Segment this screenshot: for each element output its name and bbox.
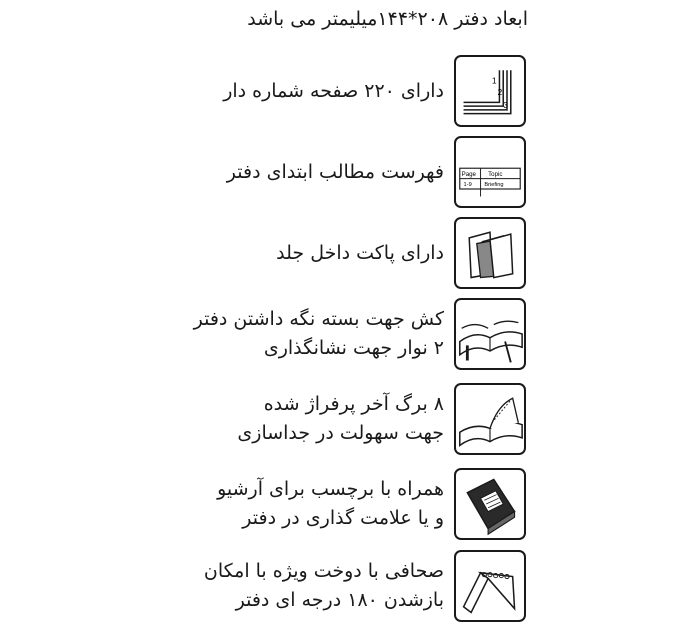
- page-title: ابعاد دفتر ۲۰۸*۱۴۴میلیمتر می باشد: [247, 8, 528, 30]
- feature-line: همراه با برچسب برای آرشیو: [217, 478, 444, 500]
- icon-label-briefing: Briefing: [484, 182, 504, 189]
- icon-label-3: 3: [503, 100, 508, 110]
- feature-row-elastic-band: [126, 298, 526, 372]
- feature-row-numbered-pages: [126, 55, 526, 129]
- feature-text: [124, 550, 444, 622]
- feature-line: جهت سهولت در جداسازی: [237, 422, 444, 444]
- icon-label-1: 1: [491, 75, 497, 86]
- feature-line: فهرست مطالب ابتدای دفتر: [226, 160, 444, 183]
- icon-label-page: Page: [461, 170, 476, 178]
- feature-line: دارای ۲۲۰ صفحه شماره دار: [223, 79, 444, 102]
- pocket-icon: [454, 217, 526, 289]
- feature-line: کش جهت بسته نگه داشتن دفتر: [193, 308, 444, 330]
- feature-line: ۸ برگ آخر پرفراژ شده: [263, 393, 444, 415]
- label-sticker-icon: [454, 468, 526, 540]
- feature-row-table-of-contents: [126, 136, 526, 210]
- feature-line: بازشدن ۱۸۰ درجه ای دفتر: [235, 589, 444, 611]
- feature-row-perforated-pages: [126, 383, 526, 457]
- spiral-binding-icon: [454, 550, 526, 622]
- icon-label-topic: Topic: [488, 170, 503, 178]
- elastic-band-icon: [454, 298, 526, 370]
- feature-line: صحافی با دوخت ویژه با امکان: [203, 560, 444, 582]
- feature-line: ۲ نوار جهت نشانگذاری: [263, 337, 444, 359]
- feature-line: و یا علامت گذاری در دفتر: [242, 507, 444, 529]
- perforated-pages-icon: [454, 383, 526, 455]
- feature-row-pocket: [126, 217, 526, 291]
- table-of-contents-icon: [454, 136, 526, 208]
- feature-row-spiral-binding: [126, 550, 526, 624]
- feature-text: [124, 383, 444, 455]
- icon-label-2: 2: [497, 86, 503, 97]
- feature-text: [124, 468, 444, 540]
- icon-label-range: 1-9: [463, 182, 472, 189]
- feature-row-label-sticker: [126, 468, 526, 542]
- feature-text: [124, 136, 444, 208]
- feature-text: [124, 298, 444, 370]
- feature-text: [124, 55, 444, 127]
- numbered-pages-icon: [454, 55, 526, 127]
- feature-text: [124, 217, 444, 289]
- feature-line: دارای پاکت داخل جلد: [276, 241, 444, 264]
